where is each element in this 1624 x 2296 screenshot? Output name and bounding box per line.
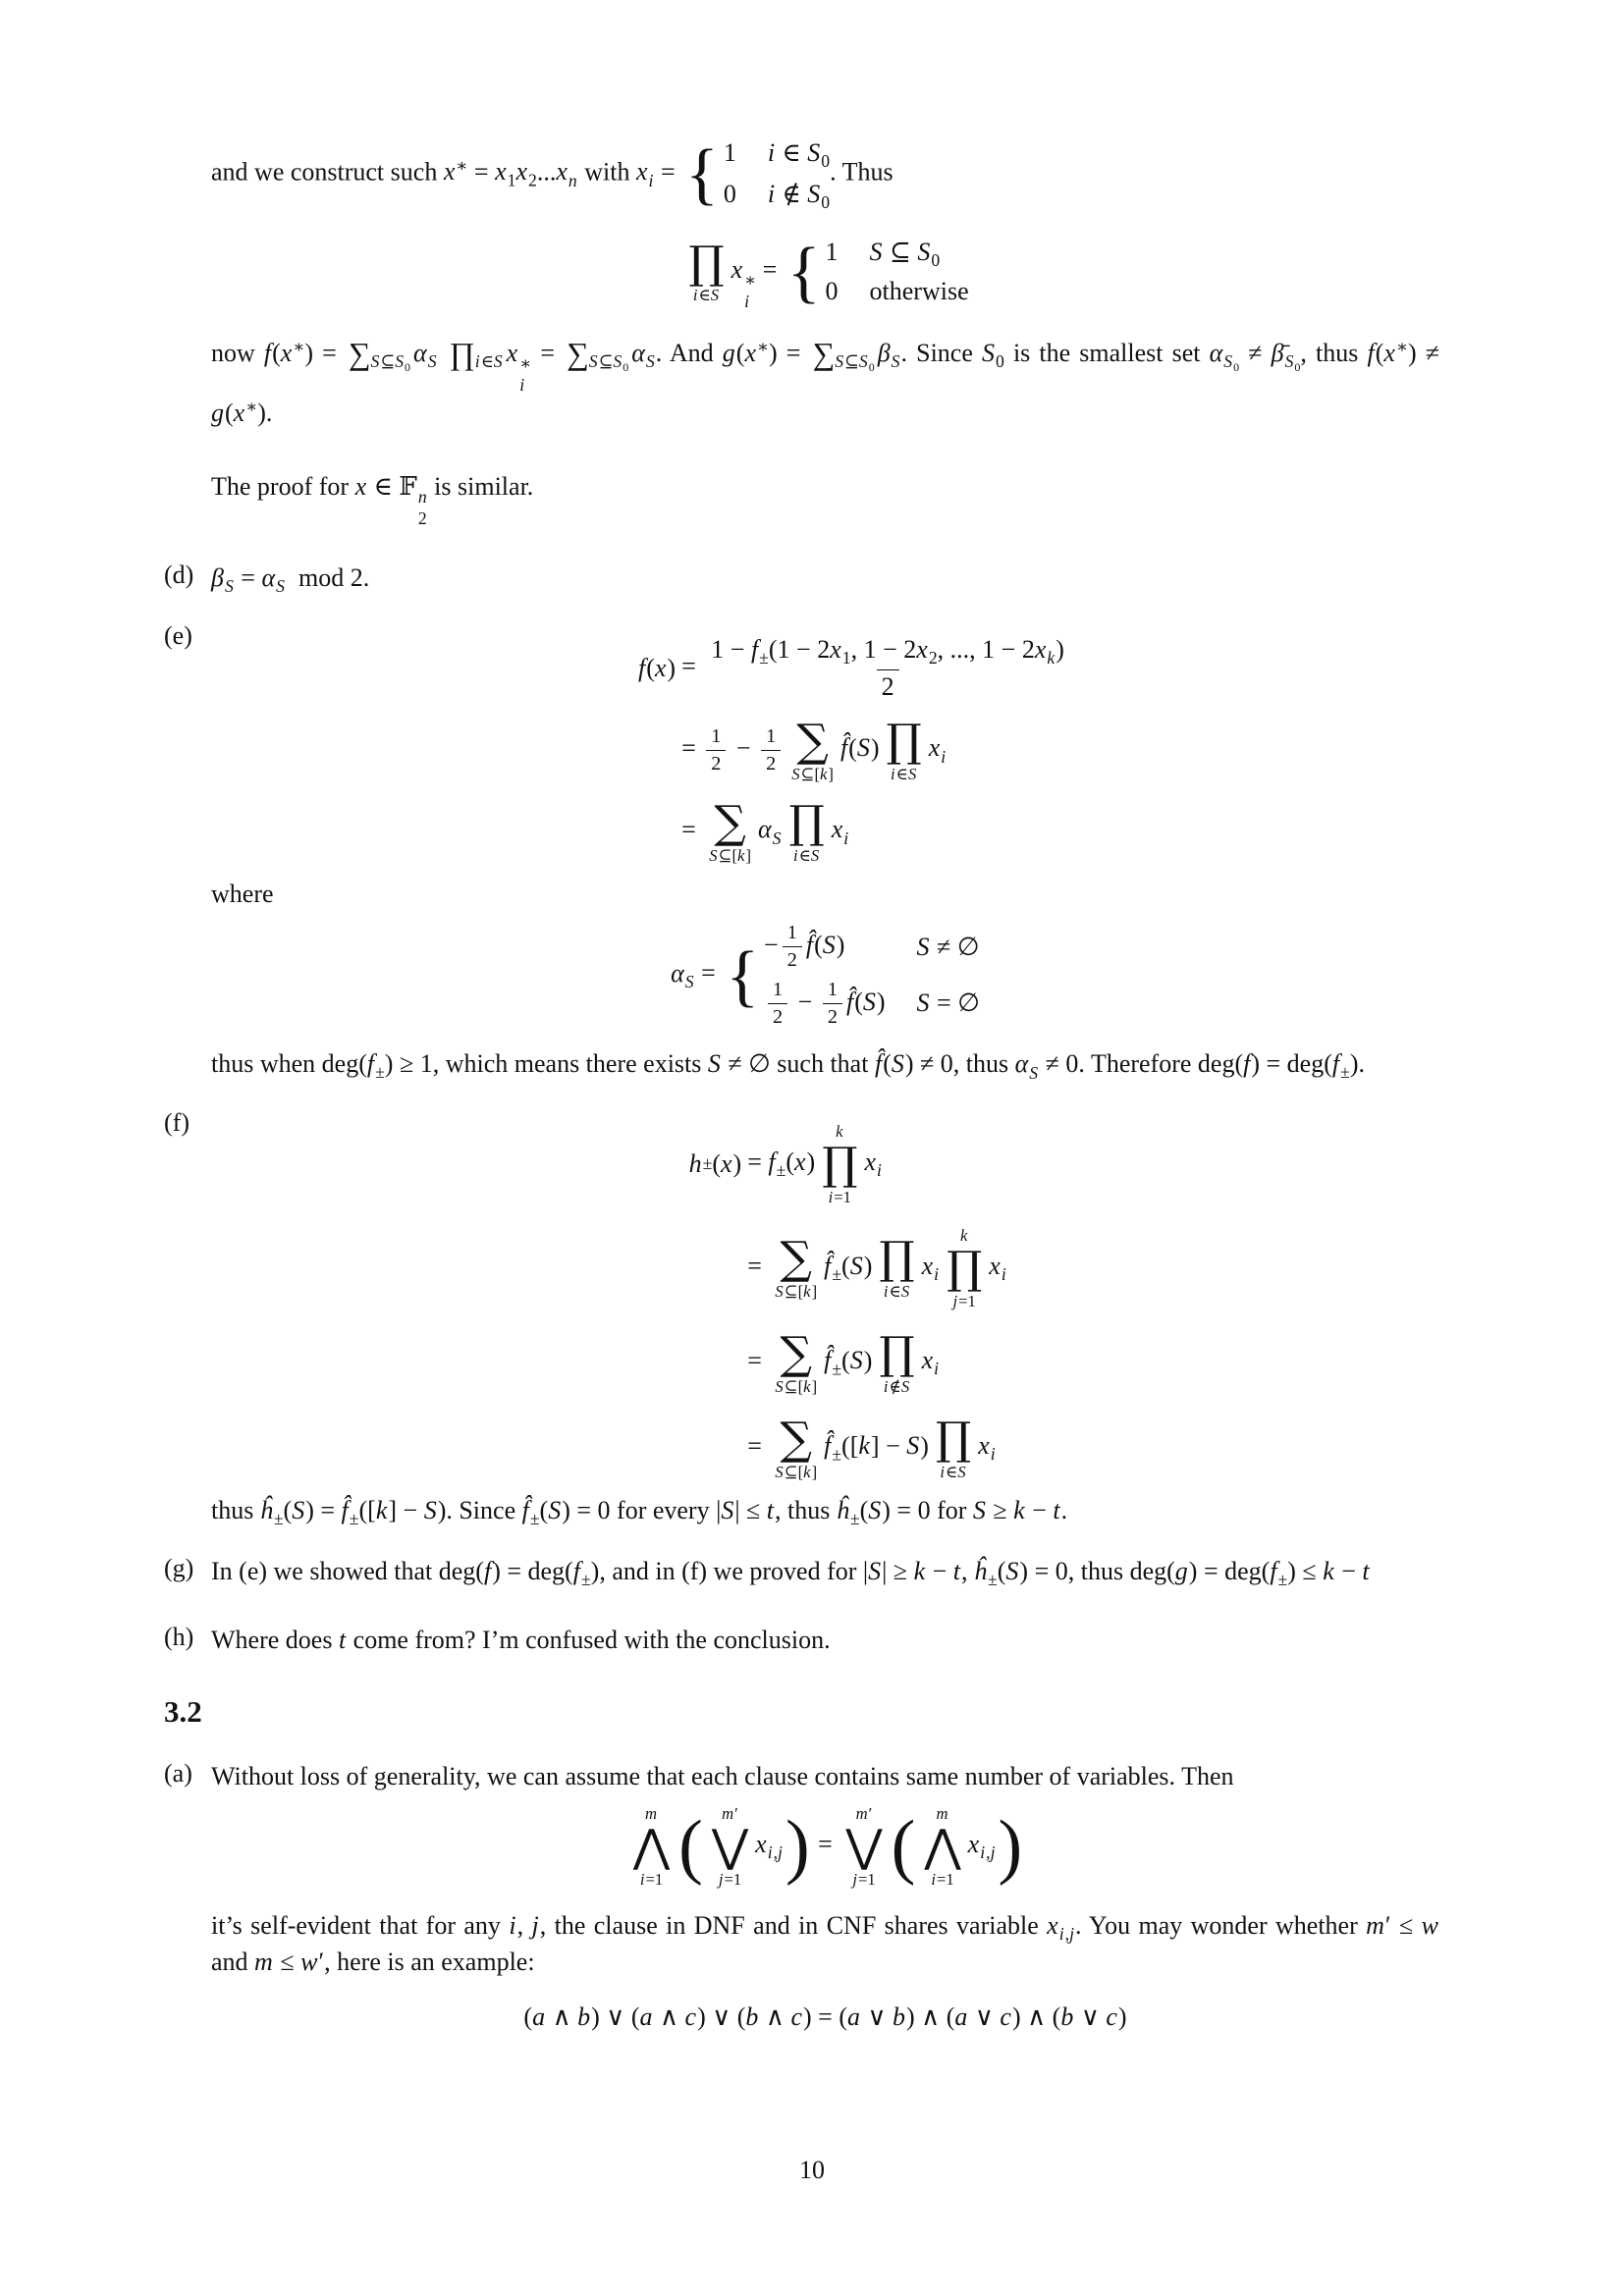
item-g-body: In (e) we showed that $deg(f) = deg(f_\pm)$, and in (f) we proved for |S| ≥ k − t, $ĥ_\pm(S) = 0$, thus $deg(g) = deg(f_\pm) \le k - t$ — [211, 1557, 1370, 1590]
page-number: 10 — [799, 2156, 825, 2184]
list-item-e — [164, 621, 1439, 1083]
paragraph-thus-h: thus $ĥ_\pm(S)$ = $f̂_\pm([k] - S)$. Since $f̂_\pm(S) = 0$ for every |S| ≤ t, thus $ĥ_\pm(S) = 0$ for S ≥ k − t. — [211, 1495, 1068, 1528]
list-item-g — [164, 1554, 1439, 1590]
item-label-e: (e) — [164, 621, 192, 651]
equation-f-row1-rhs: = $f_\pm(x)$ k ∏ i=1 $x_i$ — [747, 1121, 882, 1206]
item-label-f: (f) — [164, 1107, 189, 1137]
equation-e-row3-rhs: = ∑ S⊆[k] $\alpha_S$ ∏ i∈S $x_i$ — [681, 795, 849, 865]
paragraph-proof-similar: The proof for x ∈ 𝔽 n 2 is similar. — [211, 471, 534, 528]
equation-e-row2 — [577, 715, 1073, 783]
equation-f-row2 — [643, 1226, 1007, 1310]
item-f-body — [211, 1108, 1439, 1528]
list-item-f — [164, 1107, 1439, 1528]
list-item-a — [164, 1758, 1439, 2034]
equation-f-row1 — [643, 1122, 1007, 1206]
item-a-body — [211, 1759, 1439, 2034]
paragraph-thus-deg: thus when $deg(f_\pm) \ge 1$, which means there exists S ≠ ∅ such that f̂(S) ≠ 0, thus $\alpha_S \ne 0$. Therefore $deg(f) = deg(f_\pm)$. — [211, 1049, 1365, 1083]
equation-example: (a ∧ b) ∨ (a ∧ c) ∨ (b ∧ c) = (a ∨ b) ∧ (a ∨ c) ∧ (b ∨ c) — [523, 2002, 1127, 2031]
item-label-d: (d) — [164, 560, 194, 589]
section-heading-3-2: 3.2 — [164, 1693, 202, 1729]
equation-f-row3 — [643, 1326, 1007, 1396]
item-label-a: (a) — [164, 1758, 192, 1788]
item-label-h: (h) — [164, 1623, 194, 1652]
equation-e-row2-rhs: = $\frac{1}{2}$ − $\frac{1}{2}$ ∑ S⊆[k] f̂(S) ∏ i∈S $x_i$ — [681, 715, 947, 783]
equation-prod-cases: ∏ i∈S x ∗ i = { 1 S ⊆ $S_0$ 0 otherwise — [688, 233, 969, 311]
paragraph-where: where — [211, 879, 274, 908]
paragraph-now-f: now $f(x^∗) = \sum_{S⊆S_0}\alpha_S$ $\prod_{i\in S}$ x ∗ i = $\sum_{S⊆S_0}\alpha_S$. And $g(x^∗) = \sum_{S⊆S_0}\beta_S$. Since $S_0$ is the smallest set $\alpha_{S_0}$ ≠ $\betā_{S_0}$, thus f(x∗) ≠ g(x∗). — [211, 337, 1439, 428]
item-e-body — [211, 621, 1439, 1083]
equation-e-row1-lhs: f ( x ) — [637, 653, 677, 682]
paragraph-wlog: Without loss of generality, we can assume that each clause contains same number of variables. Then — [211, 1761, 1234, 1790]
list-item-d — [164, 560, 1439, 597]
equation-cnf-dnf: m ⋀ i=1 ( m′ ⋁ j=1 $x_{i,j}$) = m′ ⋁ j=1 ( m ⋀ i=1 $x_{i,j}$) — [632, 1804, 1023, 1890]
paragraph-self-evident: it’s self-evident that for any i, j, the clause in DNF and in CNF shares variable $x_{i,j}$. You may wonder whether m′ ≤ w and m ≤ w′, here is an example: — [211, 1911, 1439, 1976]
equation-alpha-cases: $\alpha_S$ = { − $\frac{1}{2}$ f̂(S) S ≠ ∅ $\frac{1}{2}$ − $\frac{1}{2}$ f̂(S) S = ∅ — [671, 922, 980, 1029]
equation-f-row4 — [643, 1412, 1007, 1481]
paragraph-construct-x: and we construct such $x^∗ = x_1x_2...x_n$ with $x_i$ = { 1 i ∈ $S_0$ 0 i ∉ $S_0$ . Thus — [211, 135, 893, 213]
item-d-body: $\beta_S = \alpha_S$ mod 2. — [211, 562, 370, 597]
equation-f-row1-lhs: h ± ( x ) — [688, 1148, 742, 1178]
equation-f-row2-rhs: = ∑ S⊆[k] $f̂_\pm(S)$ ∏ i∈S $x_i$ k ∏ j=1 $x_i$ — [747, 1225, 1006, 1310]
item-label-g: (g) — [164, 1554, 194, 1583]
equation-e-align — [577, 635, 1073, 865]
item-h-body: Where does t come from? I’m confused with the conclusion. — [211, 1626, 831, 1655]
equation-f-row4-rhs: = ∑ S⊆[k] $f̂_\pm([k] - S)$ ∏ i∈S $x_i$ — [747, 1412, 996, 1481]
page-content — [164, 135, 1439, 2058]
equation-e-row1 — [577, 635, 1073, 702]
list-item-h — [164, 1623, 1439, 1658]
equation-f-align — [643, 1122, 1007, 1481]
equation-e-row1-rhs: = $\frac{1 - f_\pm(1 - 2x_1, 1 - 2x_2, ..., 1 - 2x_k)}{2}$ — [681, 635, 1064, 702]
equation-f-row3-rhs: = ∑ S⊆[k] $f̂_\pm(S)$ ∏ i∉S $x_i$ — [747, 1326, 940, 1396]
equation-e-row3 — [577, 795, 1073, 865]
